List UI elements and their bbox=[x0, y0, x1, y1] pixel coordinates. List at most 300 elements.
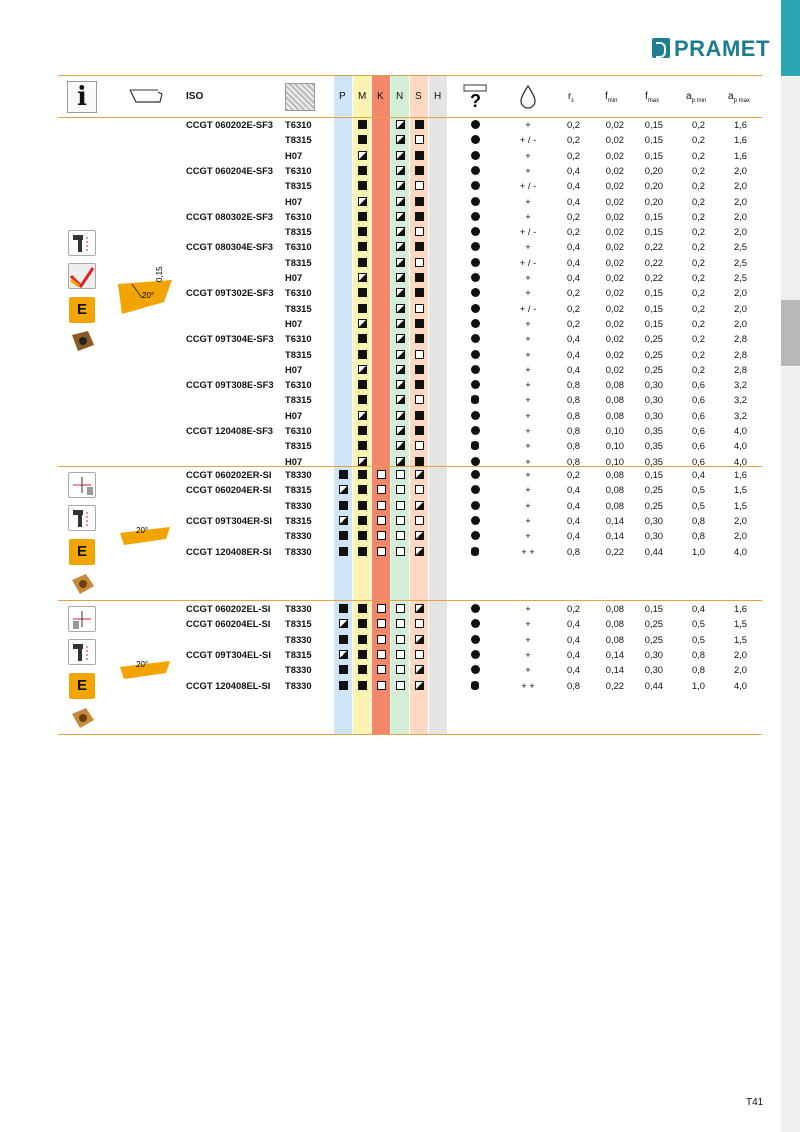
grade-code: T8330 bbox=[285, 633, 312, 645]
corner-radius: 0,2 bbox=[566, 302, 580, 314]
suitability-box-m bbox=[358, 531, 367, 540]
application-dot-icon bbox=[471, 501, 480, 510]
application-dot-icon bbox=[471, 470, 480, 479]
feed-max: 0,20 bbox=[644, 195, 663, 207]
table-row[interactable] bbox=[0, 616, 780, 631]
rake-sign: + / - bbox=[519, 256, 537, 268]
table-row[interactable] bbox=[0, 178, 780, 193]
suitability-box-s bbox=[415, 426, 424, 435]
table-row[interactable] bbox=[0, 647, 780, 662]
application-dot-icon bbox=[471, 635, 480, 644]
table-row[interactable] bbox=[0, 270, 780, 285]
feed-min: 0,08 bbox=[605, 603, 624, 614]
depth-min: 0,5 bbox=[691, 484, 705, 496]
grade-code: T6310 bbox=[285, 241, 312, 253]
feed-max: 0,15 bbox=[644, 469, 663, 480]
corner-radius: 0,8 bbox=[566, 425, 580, 436]
suitability-box-m bbox=[358, 273, 367, 282]
suitability-box-n bbox=[396, 288, 405, 297]
grade-code: T8315 bbox=[285, 348, 312, 360]
rake-sign: + bbox=[525, 164, 531, 176]
material-header-m: M bbox=[358, 91, 367, 102]
feed-min: 0,02 bbox=[605, 241, 624, 253]
suitability-box-p bbox=[339, 619, 348, 628]
feed-max: 0,44 bbox=[644, 545, 663, 557]
application-dot-icon bbox=[471, 319, 480, 328]
table-row[interactable] bbox=[0, 632, 780, 647]
suitability-box-n bbox=[396, 242, 405, 251]
suitability-box-s bbox=[415, 665, 424, 674]
suitability-box-k bbox=[377, 681, 386, 690]
table-row[interactable] bbox=[0, 301, 780, 316]
feed-max: 0,15 bbox=[644, 317, 663, 329]
material-header-k: K bbox=[377, 91, 384, 102]
ap-max-header: $a_{p max}$ bbox=[728, 91, 750, 104]
depth-max: 2,0 bbox=[733, 210, 747, 222]
insert-photo-icon bbox=[68, 706, 96, 730]
feed-min: 0,02 bbox=[605, 134, 624, 146]
suitability-box-s bbox=[415, 635, 424, 644]
depth-min: 0,2 bbox=[691, 226, 705, 238]
suitability-box-k bbox=[377, 501, 386, 510]
suitability-box-p bbox=[339, 635, 348, 644]
suitability-box-s bbox=[415, 227, 424, 236]
iso-code: CCGT 09T302E-SF3 bbox=[186, 287, 274, 299]
suitability-box-n bbox=[396, 665, 405, 674]
suitability-box-k bbox=[377, 485, 386, 494]
suitability-box-m bbox=[358, 334, 367, 343]
rake-sign: + + bbox=[521, 679, 535, 691]
rake-sign: + bbox=[525, 317, 531, 329]
depth-min: 0,8 bbox=[691, 530, 705, 542]
grade-code: T8330 bbox=[285, 664, 312, 676]
suitability-box-s bbox=[415, 304, 424, 313]
feed-max: 0,35 bbox=[644, 440, 663, 452]
corner-radius: 0,4 bbox=[566, 333, 580, 345]
feed-max: 0,15 bbox=[644, 210, 663, 222]
table-row[interactable] bbox=[0, 316, 780, 331]
grade-code: H07 bbox=[285, 272, 303, 283]
table-row[interactable] bbox=[0, 498, 780, 513]
depth-min: 0,8 bbox=[691, 648, 705, 660]
grade-texture-icon bbox=[285, 83, 315, 111]
depth-max: 4,0 bbox=[733, 455, 747, 467]
feed-min: 0,02 bbox=[605, 180, 624, 192]
suitability-box-p bbox=[339, 485, 348, 494]
suitability-box-k bbox=[377, 531, 386, 540]
table-row[interactable] bbox=[0, 132, 780, 147]
grade-code: T8315 bbox=[285, 180, 312, 192]
depth-min: 0,4 bbox=[691, 469, 705, 480]
feed-max: 0,15 bbox=[644, 302, 663, 314]
corner-radius: 0,4 bbox=[566, 363, 580, 375]
feed-min: 0,08 bbox=[605, 499, 624, 511]
application-dot-icon bbox=[471, 516, 480, 525]
feed-min: 0,14 bbox=[605, 664, 624, 676]
rake-sign: + bbox=[525, 469, 531, 480]
application-dot-icon bbox=[471, 531, 480, 540]
chapter-tab-strip[interactable] bbox=[781, 0, 800, 1132]
depth-min: 0,2 bbox=[691, 149, 705, 161]
grade-code: H07 bbox=[285, 149, 303, 161]
depth-max: 2,8 bbox=[733, 348, 747, 360]
suitability-box-s bbox=[415, 485, 424, 494]
corner-radius: 0,2 bbox=[566, 149, 580, 161]
table-row[interactable] bbox=[0, 255, 780, 270]
feed-max: 0,30 bbox=[644, 530, 663, 542]
feed-min: 0,02 bbox=[605, 317, 624, 329]
rake-angle-label: 20° bbox=[136, 660, 149, 669]
feed-min: 0,02 bbox=[605, 302, 624, 314]
suitability-box-n bbox=[396, 635, 405, 644]
depth-min: 0,2 bbox=[691, 164, 705, 176]
iso-code: CCGT 060204EL-SI bbox=[186, 618, 271, 630]
corner-radius: 0,4 bbox=[566, 180, 580, 192]
suitability-box-s bbox=[415, 619, 424, 628]
corner-radius: 0,8 bbox=[566, 379, 580, 391]
suitability-box-m bbox=[358, 516, 367, 525]
feed-max: 0,35 bbox=[644, 425, 663, 436]
depth-min: 0,5 bbox=[691, 499, 705, 511]
suitability-box-s bbox=[415, 516, 424, 525]
iso-code: CCGT 060202ER-SI bbox=[186, 469, 272, 480]
suitability-box-k bbox=[377, 619, 386, 628]
brand-mark-icon bbox=[652, 38, 670, 58]
suitability-box-k bbox=[377, 665, 386, 674]
table-row[interactable] bbox=[0, 392, 780, 407]
suitability-box-m bbox=[358, 227, 367, 236]
suitability-box-s bbox=[415, 380, 424, 389]
depth-min: 0,2 bbox=[691, 333, 705, 345]
depth-max: 1,5 bbox=[733, 484, 747, 496]
rake-sign: + bbox=[525, 633, 531, 645]
suitability-box-n bbox=[396, 619, 405, 628]
grade-code: T6310 bbox=[285, 119, 312, 130]
table-row[interactable] bbox=[0, 239, 780, 254]
corner-radius: 0,4 bbox=[566, 195, 580, 207]
table-row[interactable] bbox=[0, 438, 780, 453]
depth-min: 0,2 bbox=[691, 119, 705, 130]
depth-max: 2,0 bbox=[733, 664, 747, 676]
application-dot-icon bbox=[471, 151, 480, 160]
feed-max: 0,15 bbox=[644, 603, 663, 614]
suitability-box-m bbox=[358, 181, 367, 190]
depth-max: 2,5 bbox=[733, 256, 747, 268]
table-row[interactable] bbox=[0, 224, 780, 239]
table-row[interactable] bbox=[0, 331, 780, 346]
suitability-box-n bbox=[396, 319, 405, 328]
application-dot-icon bbox=[471, 619, 480, 628]
table-row[interactable] bbox=[0, 528, 780, 543]
suitability-box-s bbox=[415, 501, 424, 510]
table-row[interactable] bbox=[0, 194, 780, 209]
rake-sign: + bbox=[525, 363, 531, 375]
feed-min: 0,02 bbox=[605, 363, 624, 375]
table-row[interactable] bbox=[0, 347, 780, 362]
depth-max: 2,5 bbox=[733, 241, 747, 253]
corner-radius: 0,2 bbox=[566, 119, 580, 130]
corner-radius: 0,4 bbox=[566, 241, 580, 253]
table-row[interactable] bbox=[0, 678, 780, 693]
feed-max: 0,25 bbox=[644, 348, 663, 360]
application-dot-icon bbox=[471, 258, 480, 267]
suitability-box-n bbox=[396, 547, 405, 556]
grade-e-icon: E bbox=[69, 539, 95, 565]
suitability-box-n bbox=[396, 457, 405, 466]
depth-max: 2,0 bbox=[733, 302, 747, 314]
suitability-box-n bbox=[396, 516, 405, 525]
application-dot-icon bbox=[471, 120, 480, 129]
application-dot-icon bbox=[471, 665, 480, 674]
suitability-box-s bbox=[415, 547, 424, 556]
suitability-box-m bbox=[358, 120, 367, 129]
rake-sign: + bbox=[525, 514, 531, 526]
depth-min: 0,2 bbox=[691, 363, 705, 375]
iso-code: CCGT 080302E-SF3 bbox=[186, 210, 274, 222]
depth-max: 2,8 bbox=[733, 363, 747, 375]
corner-radius: 0,2 bbox=[566, 603, 580, 614]
suitability-box-m bbox=[358, 258, 367, 267]
feed-max: 0,15 bbox=[644, 287, 663, 299]
feed-min: 0,02 bbox=[605, 256, 624, 268]
table-row[interactable] bbox=[0, 467, 780, 482]
feed-min: 0,02 bbox=[605, 119, 624, 130]
depth-min: 0,2 bbox=[691, 180, 705, 192]
table-row[interactable] bbox=[0, 423, 780, 438]
feed-min: 0,08 bbox=[605, 633, 624, 645]
rake-angle-label: 20° bbox=[142, 291, 155, 300]
grade-code: T8315 bbox=[285, 134, 312, 146]
corner-radius: 0,4 bbox=[566, 530, 580, 542]
suitability-box-p bbox=[339, 516, 348, 525]
feed-max: 0,25 bbox=[644, 484, 663, 496]
table-row[interactable] bbox=[0, 163, 780, 178]
iso-code: CCGT 09T308E-SF3 bbox=[186, 379, 274, 391]
depth-min: 0,2 bbox=[691, 348, 705, 360]
depth-max: 2,0 bbox=[733, 317, 747, 329]
corner-radius: 0,2 bbox=[566, 317, 580, 329]
suitability-box-m bbox=[358, 212, 367, 221]
depth-max: 3,2 bbox=[733, 409, 747, 421]
suitability-box-s bbox=[415, 531, 424, 540]
depth-max: 1,6 bbox=[733, 603, 747, 614]
suitability-box-n bbox=[396, 258, 405, 267]
feed-min: 0,14 bbox=[605, 530, 624, 542]
suitability-box-n bbox=[396, 166, 405, 175]
suitability-box-s bbox=[415, 365, 424, 374]
suitability-box-n bbox=[396, 604, 405, 613]
table-row[interactable] bbox=[0, 601, 780, 616]
grade-code: T6310 bbox=[285, 425, 312, 436]
table-row[interactable] bbox=[0, 377, 780, 392]
suitability-box-s bbox=[415, 470, 424, 479]
suitability-box-m bbox=[358, 604, 367, 613]
rake-sign: + bbox=[525, 603, 531, 614]
application-dot-icon bbox=[471, 485, 480, 494]
depth-max: 2,0 bbox=[733, 530, 747, 542]
ap-min-header: $a_{p min}$ bbox=[686, 91, 707, 104]
application-dot-icon bbox=[471, 227, 480, 236]
suitability-box-k bbox=[377, 516, 386, 525]
grade-code: T8330 bbox=[285, 499, 312, 511]
corner-radius: 0,8 bbox=[566, 409, 580, 421]
grade-code: T6310 bbox=[285, 164, 312, 176]
table-row[interactable] bbox=[0, 148, 780, 163]
grade-code: T8315 bbox=[285, 440, 312, 452]
feed-max: 0,20 bbox=[644, 164, 663, 176]
suitability-box-s bbox=[415, 273, 424, 282]
grade-code: T8330 bbox=[285, 545, 312, 557]
depth-max: 3,2 bbox=[733, 379, 747, 391]
table-row[interactable] bbox=[0, 117, 780, 132]
suitability-box-s bbox=[415, 242, 424, 251]
depth-min: 0,2 bbox=[691, 210, 705, 222]
f-min-header: $f_{min}$ bbox=[605, 91, 618, 104]
corner-radius: 0,8 bbox=[566, 394, 580, 406]
suitability-box-s bbox=[415, 212, 424, 221]
application-dot-icon bbox=[471, 365, 480, 374]
suitability-box-n bbox=[396, 227, 405, 236]
application-dot-icon bbox=[471, 304, 480, 313]
corner-radius: 0,2 bbox=[566, 469, 580, 480]
depth-min: 0,2 bbox=[691, 272, 705, 283]
suitability-box-p bbox=[339, 470, 348, 479]
rake-sign: + bbox=[525, 379, 531, 391]
svg-text:?: ? bbox=[470, 91, 481, 111]
depth-min: 0,2 bbox=[691, 287, 705, 299]
chapter-tab-current[interactable] bbox=[781, 300, 800, 367]
corner-radius: 0,4 bbox=[566, 272, 580, 283]
feed-max: 0,30 bbox=[644, 379, 663, 391]
rake-sign: + bbox=[525, 455, 531, 467]
f-max-header: $f_{max}$ bbox=[645, 91, 660, 104]
table-row[interactable] bbox=[0, 662, 780, 677]
feed-min: 0,10 bbox=[605, 440, 624, 452]
iso-code: CCGT 09T304EL-SI bbox=[186, 648, 271, 660]
table-row[interactable] bbox=[0, 482, 780, 497]
feed-max: 0,22 bbox=[644, 272, 663, 283]
application-dot-icon bbox=[471, 380, 480, 389]
feed-max: 0,30 bbox=[644, 648, 663, 660]
material-header-s: S bbox=[415, 91, 422, 102]
suitability-box-m bbox=[358, 650, 367, 659]
rake-sign: + bbox=[525, 664, 531, 676]
feed-max: 0,15 bbox=[644, 119, 663, 130]
suitability-box-n bbox=[396, 304, 405, 313]
application-dot-icon bbox=[471, 547, 479, 556]
feed-min: 0,02 bbox=[605, 210, 624, 222]
grade-code: H07 bbox=[285, 455, 303, 467]
corner-radius: 0,4 bbox=[566, 618, 580, 630]
iso-code: CCGT 060202EL-SI bbox=[186, 603, 271, 614]
application-dot-icon bbox=[471, 411, 480, 420]
feed-max: 0,15 bbox=[644, 134, 663, 146]
grade-code: T8315 bbox=[285, 302, 312, 314]
feed-max: 0,30 bbox=[644, 409, 663, 421]
depth-max: 1,6 bbox=[733, 149, 747, 161]
application-dot-icon bbox=[471, 350, 480, 359]
rake-sign: + bbox=[525, 618, 531, 630]
suitability-box-s bbox=[415, 395, 424, 404]
suitability-box-n bbox=[396, 650, 405, 659]
rake-sign: + bbox=[525, 195, 531, 207]
depth-max: 2,0 bbox=[733, 648, 747, 660]
feed-min: 0,02 bbox=[605, 348, 624, 360]
suitability-box-p bbox=[339, 547, 348, 556]
material-header-p: P bbox=[339, 91, 346, 102]
application-dot-icon bbox=[471, 334, 480, 343]
table-row[interactable] bbox=[0, 408, 780, 423]
suitability-box-n bbox=[396, 426, 405, 435]
rake-sign: + bbox=[525, 648, 531, 660]
rake-sign: + bbox=[525, 425, 531, 436]
suitability-box-n bbox=[396, 485, 405, 494]
feed-max: 0,44 bbox=[644, 679, 663, 691]
iso-code: CCGT 060202E-SF3 bbox=[186, 119, 274, 130]
depth-min: 0,6 bbox=[691, 394, 705, 406]
rake-sign: + bbox=[525, 484, 531, 496]
rake-sign: + / - bbox=[519, 134, 537, 146]
suitability-box-s bbox=[415, 197, 424, 206]
rake-sign: + bbox=[525, 287, 531, 299]
table-row[interactable] bbox=[0, 285, 780, 300]
table-row[interactable] bbox=[0, 209, 780, 224]
table-row[interactable] bbox=[0, 544, 780, 559]
suitability-box-n bbox=[396, 197, 405, 206]
suitability-box-m bbox=[358, 441, 367, 450]
suitability-box-n bbox=[396, 151, 405, 160]
suitability-box-n bbox=[396, 273, 405, 282]
corner-radius: 0,4 bbox=[566, 348, 580, 360]
feed-max: 0,15 bbox=[644, 226, 663, 238]
chapter-tab-active[interactable] bbox=[781, 0, 800, 77]
feed-max: 0,35 bbox=[644, 455, 663, 467]
table-row[interactable] bbox=[0, 513, 780, 528]
table-row[interactable] bbox=[0, 362, 780, 377]
suitability-box-p bbox=[339, 681, 348, 690]
depth-min: 0,5 bbox=[691, 618, 705, 630]
suitability-box-s bbox=[415, 181, 424, 190]
grade-code: T8330 bbox=[285, 679, 312, 691]
application-dot-icon bbox=[471, 681, 479, 690]
application-dot-icon bbox=[471, 650, 480, 659]
depth-min: 0,6 bbox=[691, 425, 705, 436]
suitability-box-n bbox=[396, 681, 405, 690]
suitability-box-s bbox=[415, 151, 424, 160]
rake-sign: + bbox=[525, 348, 531, 360]
suitability-box-s bbox=[415, 166, 424, 175]
suitability-box-m bbox=[358, 457, 367, 466]
material-header-h: H bbox=[434, 91, 442, 102]
feed-max: 0,20 bbox=[644, 180, 663, 192]
application-dot-icon bbox=[471, 166, 480, 175]
iso-code: CCGT 120408E-SF3 bbox=[186, 425, 274, 436]
rake-sign: + bbox=[525, 409, 531, 421]
suitability-box-n bbox=[396, 441, 405, 450]
suitability-box-m bbox=[358, 411, 367, 420]
depth-min: 0,8 bbox=[691, 514, 705, 526]
feed-min: 0,02 bbox=[605, 149, 624, 161]
rake-sign: + bbox=[525, 149, 531, 161]
suitability-box-m bbox=[358, 365, 367, 374]
suitability-box-m bbox=[358, 166, 367, 175]
corner-radius: 0,2 bbox=[566, 134, 580, 146]
corner-radius: 0,4 bbox=[566, 484, 580, 496]
iso-code: CCGT 120408EL-SI bbox=[186, 679, 271, 691]
iso-code: CCGT 060204E-SF3 bbox=[186, 164, 274, 176]
suitability-box-n bbox=[396, 181, 405, 190]
grade-code: T8330 bbox=[285, 469, 312, 480]
